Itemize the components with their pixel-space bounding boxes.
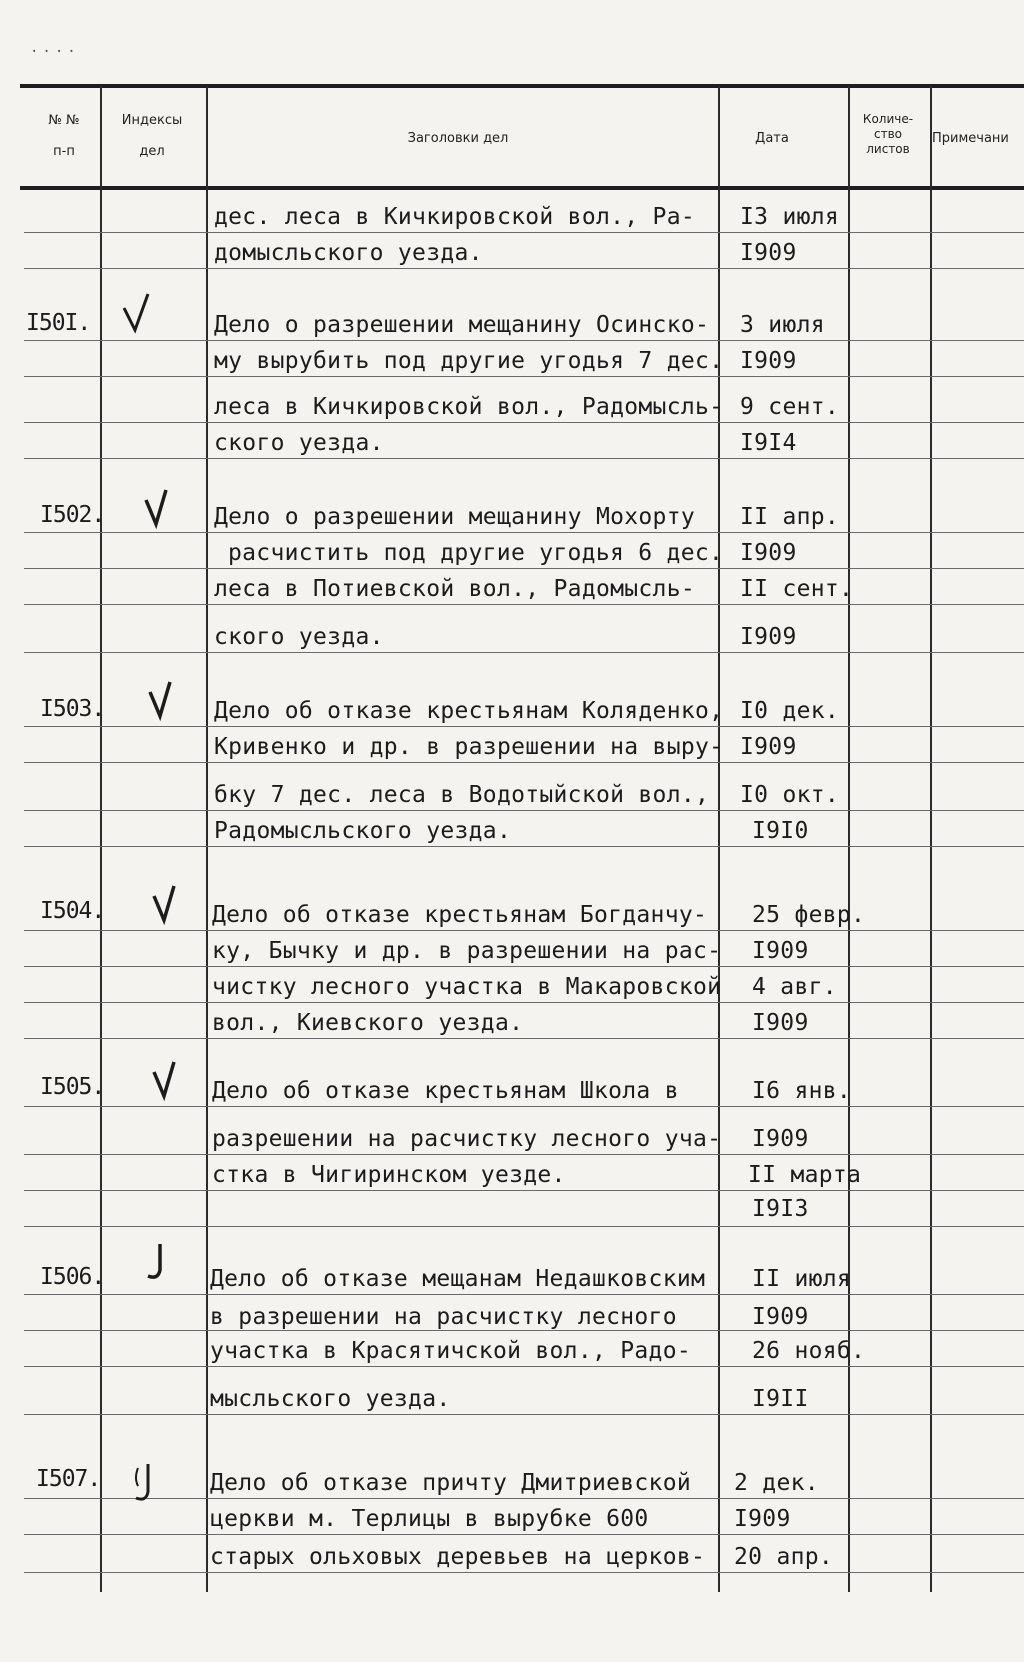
entry-title-line: Дело об отказе крестьянам Богданчу- — [212, 902, 708, 928]
entry-title-line: домысльского уезда. — [214, 240, 483, 266]
entry-title-line: ского уезда. — [214, 430, 384, 456]
header-top-rule — [20, 84, 1024, 88]
header-index-line1: Индексы — [121, 113, 183, 128]
header-number-line2: п-п — [53, 144, 75, 159]
entry-number: I507. — [36, 1466, 101, 1492]
entry-date: II апр. — [740, 504, 840, 530]
entry-date: 9 сент. — [740, 394, 840, 420]
entry-date: 3 июля — [740, 312, 825, 338]
entry-title-line: му вырубить под другие угодья 7 дес. — [214, 348, 724, 374]
entry-number: I502. — [40, 502, 105, 528]
ledger-rule — [24, 810, 1024, 811]
ledger-rule — [24, 1366, 1024, 1367]
ledger-rule — [24, 376, 1024, 377]
entry-date: II сент. — [740, 576, 854, 602]
ledger-rule — [24, 340, 1024, 341]
entry-date: I909 — [740, 240, 797, 266]
entry-title-line: Кривенко и др. в разрешении на выру- — [214, 734, 724, 760]
entry-date: I0 дек. — [740, 698, 840, 724]
entry-title-line: стка в Чигиринском уезде. — [212, 1162, 566, 1188]
entry-date: I909 — [740, 540, 797, 566]
entry-date: 25 февр. — [752, 902, 866, 928]
entry-title-line: леса в Потиевской вол., Радомысль- — [214, 576, 696, 602]
entry-date: I909 — [752, 938, 809, 964]
entry-number: I506. — [40, 1264, 105, 1290]
ledger-rule — [24, 930, 1024, 931]
entry-title-line: в разрешении на расчистку лесного — [210, 1304, 677, 1330]
ledger-rule — [24, 966, 1024, 967]
ledger-rule — [24, 1414, 1024, 1415]
entry-date: II марта — [748, 1162, 862, 1188]
header-title: Заголовки дел — [407, 131, 509, 146]
entry-title-line: старых ольховых деревьев на церков- — [210, 1544, 706, 1570]
ledger-rule — [24, 458, 1024, 459]
header-bottom-rule — [20, 186, 1024, 190]
entry-title-line: разрешении на расчистку лесного уча- — [212, 1126, 722, 1152]
header-index — [104, 112, 200, 160]
ledger-rule — [24, 532, 1024, 533]
entry-title-line: церкви м. Терлицы в вырубке 600 — [210, 1506, 649, 1532]
checkmark-icon — [146, 676, 180, 722]
ledger-rule — [24, 846, 1024, 847]
entry-title-line: вол., Киевского уезда. — [212, 1010, 524, 1036]
entry-number: I504. — [40, 898, 105, 924]
entry-date: 2 дек. — [734, 1470, 819, 1496]
ledger-rule — [24, 604, 1024, 605]
ledger-rule — [24, 568, 1024, 569]
ledger-rule — [24, 652, 1024, 653]
entry-title-line: Дело об отказе крестьянам Коляденко, — [214, 698, 724, 724]
ledger-rule — [24, 1294, 1024, 1295]
entry-date: I909 — [740, 624, 797, 650]
entry-date: II июля — [752, 1266, 852, 1292]
entry-date: I909 — [734, 1506, 791, 1532]
entry-title-line: участка в Красятичской вол., Радо- — [210, 1338, 692, 1364]
entry-title-line: Радомысльского уезда. — [214, 818, 512, 844]
entry-date: I3 июля — [740, 204, 840, 230]
entry-date: 20 апр. — [734, 1544, 834, 1570]
entry-date: I9II — [752, 1386, 809, 1412]
ledger-rule — [24, 268, 1024, 269]
ledger-rule — [24, 1330, 1024, 1331]
ledger-rule — [24, 1106, 1024, 1107]
ledger-rule — [24, 1534, 1024, 1535]
entry-date: I9I0 — [752, 818, 809, 844]
ledger-rule — [24, 1190, 1024, 1191]
entry-title-line: ку, Бычку и др. в разрешении на рас- — [212, 938, 722, 964]
entry-title-line: Дело о разрешении мещанину Осинско- — [214, 312, 710, 338]
entry-title-line: бку 7 дес. леса в Водотыйской вол., — [214, 782, 710, 808]
header-sheets — [846, 112, 930, 157]
header-sheets-line2: ство — [873, 127, 902, 141]
entry-title-line: леса в Кичкировской вол., Радомысль- — [214, 394, 724, 420]
header-sheets-line1: Количе- — [862, 112, 914, 126]
header-date: Дата — [755, 131, 789, 146]
entry-number: I50I. — [26, 310, 91, 336]
entry-date: I9I4 — [740, 430, 797, 456]
header-number-line1: № № — [48, 113, 80, 128]
entry-title-line: дес. леса в Кичкировской вол., Ра- — [214, 204, 696, 230]
entry-title-line: Дело об отказе причту Дмитриевской — [210, 1470, 692, 1496]
header-sheets-line3: листов — [866, 142, 910, 156]
entry-title-line: Дело об отказе крестьянам Школа в — [212, 1078, 679, 1104]
ledger-rule — [24, 1002, 1024, 1003]
scan-speckles: ···· — [30, 44, 80, 60]
entry-date: I6 янв. — [752, 1078, 852, 1104]
ledger-rule — [24, 1226, 1024, 1227]
entry-title-line: чистку лесного участка в Макаровской — [212, 974, 722, 1000]
ledger-rule — [24, 1498, 1024, 1499]
entry-number: I505. — [40, 1074, 105, 1100]
header-notes: Примечани — [932, 131, 1009, 146]
entry-title-line: мысльского уезда. — [210, 1386, 451, 1412]
header-index-line2: дел — [139, 144, 165, 159]
ledger-rule — [24, 762, 1024, 763]
entry-date: I909 — [752, 1126, 809, 1152]
ledger-rule — [24, 232, 1024, 233]
entry-title-line: ского уезда. — [214, 624, 384, 650]
checkmark-icon — [150, 1056, 184, 1102]
ledger-rule — [24, 1572, 1024, 1573]
entry-date: I9I3 — [752, 1196, 809, 1222]
ledger-rule — [24, 422, 1024, 423]
entry-title-line: Дело об отказе мещанам Недашковским — [210, 1266, 706, 1292]
entry-number: I503. — [40, 696, 105, 722]
entry-date: I909 — [752, 1304, 809, 1330]
entry-date: I909 — [740, 348, 797, 374]
checkmark-icon — [130, 1460, 164, 1506]
header-number — [28, 112, 100, 160]
entry-date: I909 — [752, 1010, 809, 1036]
entry-date: 4 авг. — [752, 974, 837, 1000]
checkmark-icon — [150, 880, 184, 926]
checkmark-icon — [142, 484, 176, 530]
ledger-rule — [24, 1154, 1024, 1155]
ledger-rule — [24, 726, 1024, 727]
entry-date: I0 окт. — [740, 782, 840, 808]
entry-date: 26 нояб. — [752, 1338, 866, 1364]
checkmark-icon — [142, 1240, 176, 1286]
ledger-rule — [24, 1038, 1024, 1039]
entry-title-line: расчистить под другие угодья 6 дес. — [228, 540, 724, 566]
checkmark-icon — [122, 290, 156, 336]
entry-title-line: Дело о разрешении мещанину Мохорту — [214, 504, 696, 530]
entry-date: I909 — [740, 734, 797, 760]
